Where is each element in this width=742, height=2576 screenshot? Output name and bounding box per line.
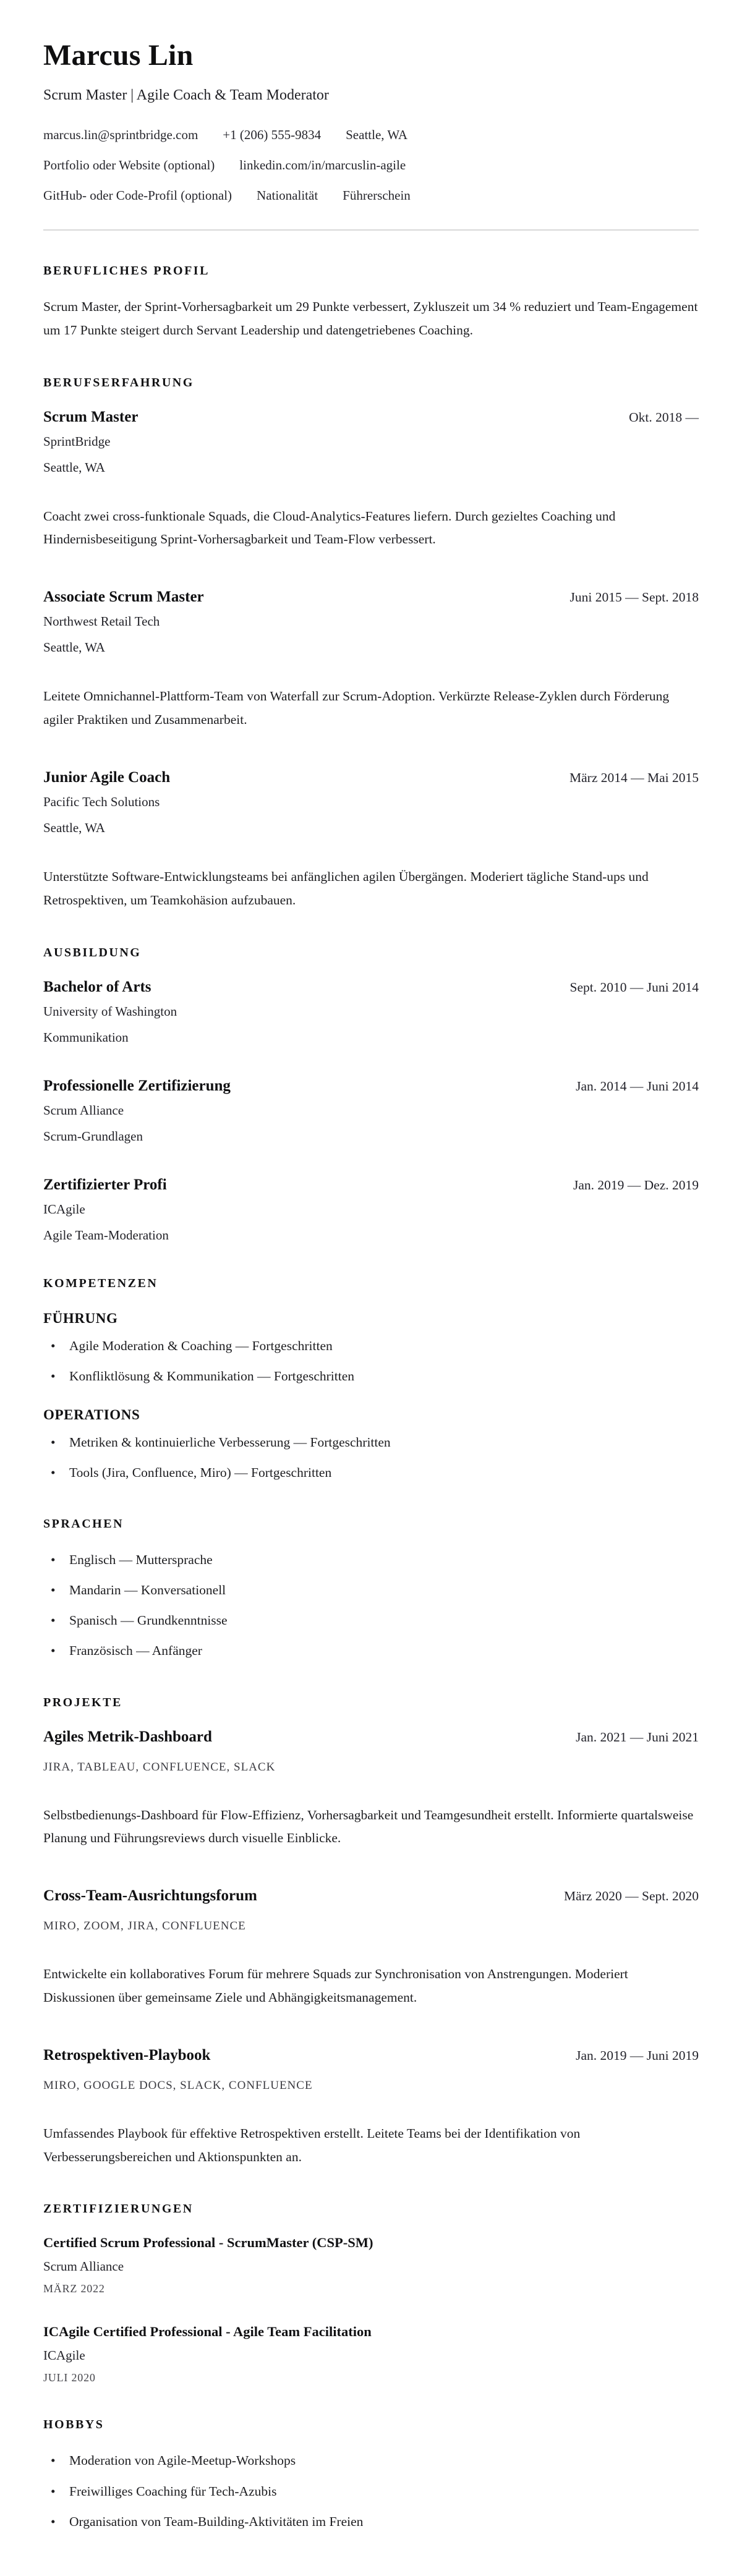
project-entry bbox=[43, 1887, 699, 2010]
language-item: • Französisch — Anfänger bbox=[43, 1639, 699, 1662]
education-dates: Jan. 2019 — Dez. 2019 bbox=[573, 1177, 699, 1192]
skill-item: • Konfliktlösung & Kommunikation — Fortgeschritten bbox=[43, 1365, 699, 1387]
header-divider bbox=[43, 229, 699, 231]
languages-heading: SPRACHEN bbox=[43, 1517, 124, 1531]
certification-name: ICAgile Certified Professional - Agile Team Facilitation bbox=[43, 2324, 372, 2340]
job-title: Junior Agile Coach bbox=[43, 768, 171, 786]
project-description: Selbstbedienungs-Dashboard für Flow-Effizienz, Vorhersagbarkeit und Teamgesundheit erstellt. Informierte quartalsweise Planung und Führungsreviews durch visuelle Einblicke. bbox=[43, 1807, 694, 1846]
contact-phone: +1 (206) 555-9834 bbox=[223, 127, 322, 142]
education-heading: AUSBILDUNG bbox=[43, 945, 142, 959]
education-header bbox=[43, 1176, 699, 1194]
hobbies-list bbox=[43, 2449, 699, 2532]
contact-row-1 bbox=[43, 127, 699, 143]
language-item: • Spanisch — Grundkenntnisse bbox=[43, 1609, 699, 1631]
contact-github-placeholder: GitHub- oder Code-Profil (optional) bbox=[43, 188, 232, 203]
skills-list-operations bbox=[43, 1431, 699, 1484]
skills-group-operations: OPERATIONS bbox=[43, 1406, 140, 1422]
section-skills bbox=[43, 1277, 699, 1484]
project-tools: JIRA, TABLEAU, CONFLUENCE, SLACK bbox=[43, 1760, 276, 1774]
job-header bbox=[43, 589, 699, 606]
profile-heading: BERUFLICHES PROFIL bbox=[43, 264, 210, 278]
project-entry bbox=[43, 2047, 699, 2169]
contact-row-3 bbox=[43, 188, 699, 203]
education-degree: Professionelle Zertifizierung bbox=[43, 1077, 231, 1094]
section-hobbies bbox=[43, 2418, 699, 2532]
contact-portfolio-placeholder: Portfolio oder Website (optional) bbox=[43, 158, 215, 172]
project-tools: MIRO, ZOOM, JIRA, CONFLUENCE bbox=[43, 1919, 246, 1933]
languages-list bbox=[43, 1549, 699, 1662]
education-field: Kommunikation bbox=[43, 1029, 129, 1045]
certification-issuer: ICAgile bbox=[43, 2348, 85, 2363]
job-location: Seattle, WA bbox=[43, 640, 105, 655]
experience-heading: BERUFSERFAHRUNG bbox=[43, 375, 194, 389]
education-header bbox=[43, 1078, 699, 1095]
language-item: • Englisch — Muttersprache bbox=[43, 1549, 699, 1571]
job-description: Leitete Omnichannel-Plattform-Team von Waterfall zur Scrum-Adoption. Verkürzte Release-Zyklen durch Förderung agiler Praktiken und Zusammenarbeit. bbox=[43, 689, 670, 728]
education-header bbox=[43, 979, 699, 996]
job-title: Associate Scrum Master bbox=[43, 589, 204, 606]
hobbies-heading: HOBBYS bbox=[43, 2418, 104, 2432]
section-profile bbox=[43, 264, 699, 342]
job-dates: Juni 2015 — Sept. 2018 bbox=[569, 590, 699, 605]
skills-list-leadership bbox=[43, 1335, 699, 1387]
education-dates: Jan. 2014 — Juni 2014 bbox=[576, 1078, 699, 1094]
job-description: Coacht zwei cross-funktionale Squads, die Cloud-Analytics-Features liefern. Durch gezieltes Coaching und Hindernisbeseitigung Sprint-Vorhersagbarkeit und Team-Flow verbessert. bbox=[43, 508, 616, 547]
certification-entry bbox=[43, 2324, 699, 2384]
education-entry bbox=[43, 1078, 699, 1144]
education-dates: Sept. 2010 — Juni 2014 bbox=[569, 979, 699, 995]
education-entry bbox=[43, 979, 699, 1045]
job-dates: Okt. 2018 — bbox=[629, 409, 699, 425]
job-entry bbox=[43, 409, 699, 552]
job-header bbox=[43, 409, 699, 426]
section-experience bbox=[43, 376, 699, 912]
education-entry bbox=[43, 1176, 699, 1243]
resume-header bbox=[43, 38, 699, 231]
job-company: Pacific Tech Solutions bbox=[43, 794, 160, 809]
project-header bbox=[43, 1887, 699, 1905]
job-header bbox=[43, 769, 699, 786]
contact-email: marcus.lin@sprintbridge.com bbox=[43, 127, 198, 142]
job-entry bbox=[43, 769, 699, 912]
job-company: SprintBridge bbox=[43, 433, 111, 449]
project-dates: Jan. 2019 — Juni 2019 bbox=[576, 2047, 699, 2063]
certification-date: MÄRZ 2022 bbox=[43, 2282, 105, 2295]
education-institution: ICAgile bbox=[43, 1201, 85, 1217]
project-title: Agiles Metrik-Dashboard bbox=[43, 1728, 212, 1745]
section-projects bbox=[43, 1696, 699, 2169]
contact-nationality: Nationalität bbox=[257, 188, 318, 203]
education-field: Scrum-Grundlagen bbox=[43, 1128, 143, 1144]
hobby-item: • Moderation von Agile-Meetup-Workshops bbox=[43, 2449, 699, 2472]
job-description: Unterstützte Software-Entwicklungsteams bei anfänglichen agilen Übergängen. Moderiert tägliche Stand-ups und Retrospektiven, um Teamkohäsion aufzubauen. bbox=[43, 869, 649, 908]
certifications-heading: ZERTIFIZIERUNGEN bbox=[43, 2202, 194, 2216]
project-entry bbox=[43, 1728, 699, 1851]
job-location: Seattle, WA bbox=[43, 820, 105, 835]
education-degree: Bachelor of Arts bbox=[43, 978, 151, 995]
education-degree: Zertifizierter Profi bbox=[43, 1176, 167, 1193]
profile-text: Scrum Master, der Sprint-Vorhersagbarkeit um 29 Punkte verbessert, Zykluszeit um 34 % reduziert und Team-Engagement um 17 Punkte steigert durch Servant Leadership und datengetriebenes Coaching. bbox=[43, 299, 698, 338]
section-languages bbox=[43, 1517, 699, 1662]
skill-item: • Metriken & kontinuierliche Verbesserung — Fortgeschritten bbox=[43, 1431, 699, 1453]
project-dates: Jan. 2021 — Juni 2021 bbox=[576, 1729, 699, 1745]
education-institution: University of Washington bbox=[43, 1003, 177, 1019]
project-description: Entwickelte ein kollaboratives Forum für mehrere Squads zur Synchronisation von Anstrengungen. Moderiert Diskussionen über gemeinsame Ziele und Abhängigkeitsmanagement. bbox=[43, 1966, 628, 2005]
project-description: Umfassendes Playbook für effektive Retrospektiven erstellt. Leitete Teams bei der Identifikation von Verbesserungsbereichen und Aktionspunkten an. bbox=[43, 2125, 581, 2164]
job-location: Seattle, WA bbox=[43, 459, 105, 475]
contact-drivers-license: Führerschein bbox=[343, 188, 411, 203]
certification-entry bbox=[43, 2235, 699, 2295]
certification-date: JULI 2020 bbox=[43, 2371, 96, 2384]
education-institution: Scrum Alliance bbox=[43, 1102, 124, 1118]
project-dates: März 2020 — Sept. 2020 bbox=[564, 1889, 699, 1904]
projects-heading: PROJEKTE bbox=[43, 1695, 122, 1709]
candidate-title: Scrum Master | Agile Coach & Team Moderator bbox=[43, 87, 329, 103]
job-dates: März 2014 — Mai 2015 bbox=[569, 770, 699, 785]
job-company: Northwest Retail Tech bbox=[43, 614, 160, 629]
project-header bbox=[43, 2047, 699, 2064]
contact-linkedin: linkedin.com/in/marcuslin-agile bbox=[239, 158, 406, 172]
skills-heading: KOMPETENZEN bbox=[43, 1276, 158, 1290]
project-title: Cross-Team-Ausrichtungsforum bbox=[43, 1887, 257, 1905]
project-title: Retrospektiven-Playbook bbox=[43, 2046, 211, 2064]
project-tools: MIRO, GOOGLE DOCS, SLACK, CONFLUENCE bbox=[43, 2078, 313, 2092]
skills-group-leadership: FÜHRUNG bbox=[43, 1310, 118, 1326]
certification-name: Certified Scrum Professional - ScrumMaster (CSP-SM) bbox=[43, 2235, 373, 2251]
language-item: • Mandarin — Konversationell bbox=[43, 1579, 699, 1601]
project-header bbox=[43, 1728, 699, 1746]
candidate-name: Marcus Lin bbox=[43, 39, 194, 72]
section-education bbox=[43, 946, 699, 1243]
certification-issuer: Scrum Alliance bbox=[43, 2259, 124, 2274]
job-entry bbox=[43, 589, 699, 732]
contact-row-2 bbox=[43, 158, 699, 173]
education-field: Agile Team-Moderation bbox=[43, 1227, 169, 1243]
skill-item: • Agile Moderation & Coaching — Fortgeschritten bbox=[43, 1335, 699, 1357]
job-title: Scrum Master bbox=[43, 408, 139, 425]
contact-location: Seattle, WA bbox=[346, 127, 408, 142]
section-certifications bbox=[43, 2202, 699, 2384]
hobby-item: • Freiwilliges Coaching für Tech-Azubis bbox=[43, 2480, 699, 2502]
skill-item: • Tools (Jira, Confluence, Miro) — Fortgeschritten bbox=[43, 1461, 699, 1484]
hobby-item: • Organisation von Team-Building-Aktivitäten im Freien bbox=[43, 2510, 699, 2533]
